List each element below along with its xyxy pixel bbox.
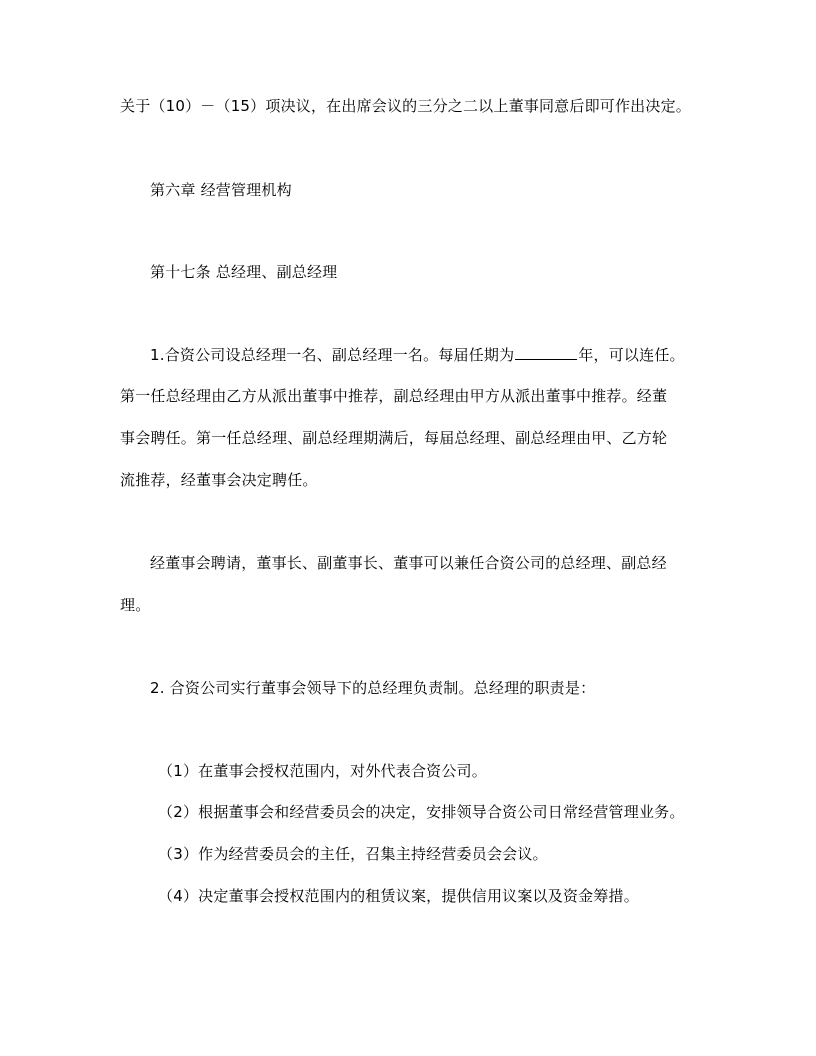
chapter-title: 第六章 经营管理机构	[150, 181, 292, 199]
paragraph-1-line-1	[150, 345, 750, 365]
duty-item-1: （1）在董事会授权范围内，对外代表合资公司。	[158, 762, 487, 780]
duty-item-4: （4）决定董事会授权范围内的租赁议案，提供信用议案以及资金筹措。	[158, 887, 639, 905]
article-title: 第十七条 总经理、副总经理	[150, 263, 338, 281]
paragraph-1-line-2: 第一任总经理由乙方从派出董事中推荐，副总经理由甲方从派出董事中推荐。经董	[120, 387, 668, 405]
paragraph-3-line-1: 2. 合资公司实行董事会领导下的总经理负责制。总经理的职责是：	[150, 679, 596, 697]
paragraph-1-line-3: 事会聘任。第一任总经理、副总经理期满后，每届总经理、副总经理由甲、乙方轮	[120, 429, 668, 447]
paragraph-2-line-1: 经董事会聘请，董事长、副董事长、董事可以兼任合资公司的总经理、副总经	[150, 554, 667, 572]
term-text-start: 1.合资公司设总经理一名、副总经理一名。每届任期为	[150, 346, 515, 364]
term-blank	[515, 345, 577, 360]
paragraph-2-line-2: 理。	[120, 596, 151, 614]
duty-item-3: （3）作为经营委员会的主任，召集主持经营委员会会议。	[158, 845, 548, 863]
term-text-end: 年，可以连任。	[578, 346, 685, 364]
duty-item-2: （2）根据董事会和经营委员会的决定，安排领导合资公司日常经营管理业务。	[158, 803, 685, 821]
paragraph-1-line-4: 流推荐，经董事会决定聘任。	[120, 471, 318, 489]
resolution-note-line: 关于（10）－（15）项决议，在出席会议的三分之二以上董事同意后即可作出决定。	[120, 97, 691, 115]
